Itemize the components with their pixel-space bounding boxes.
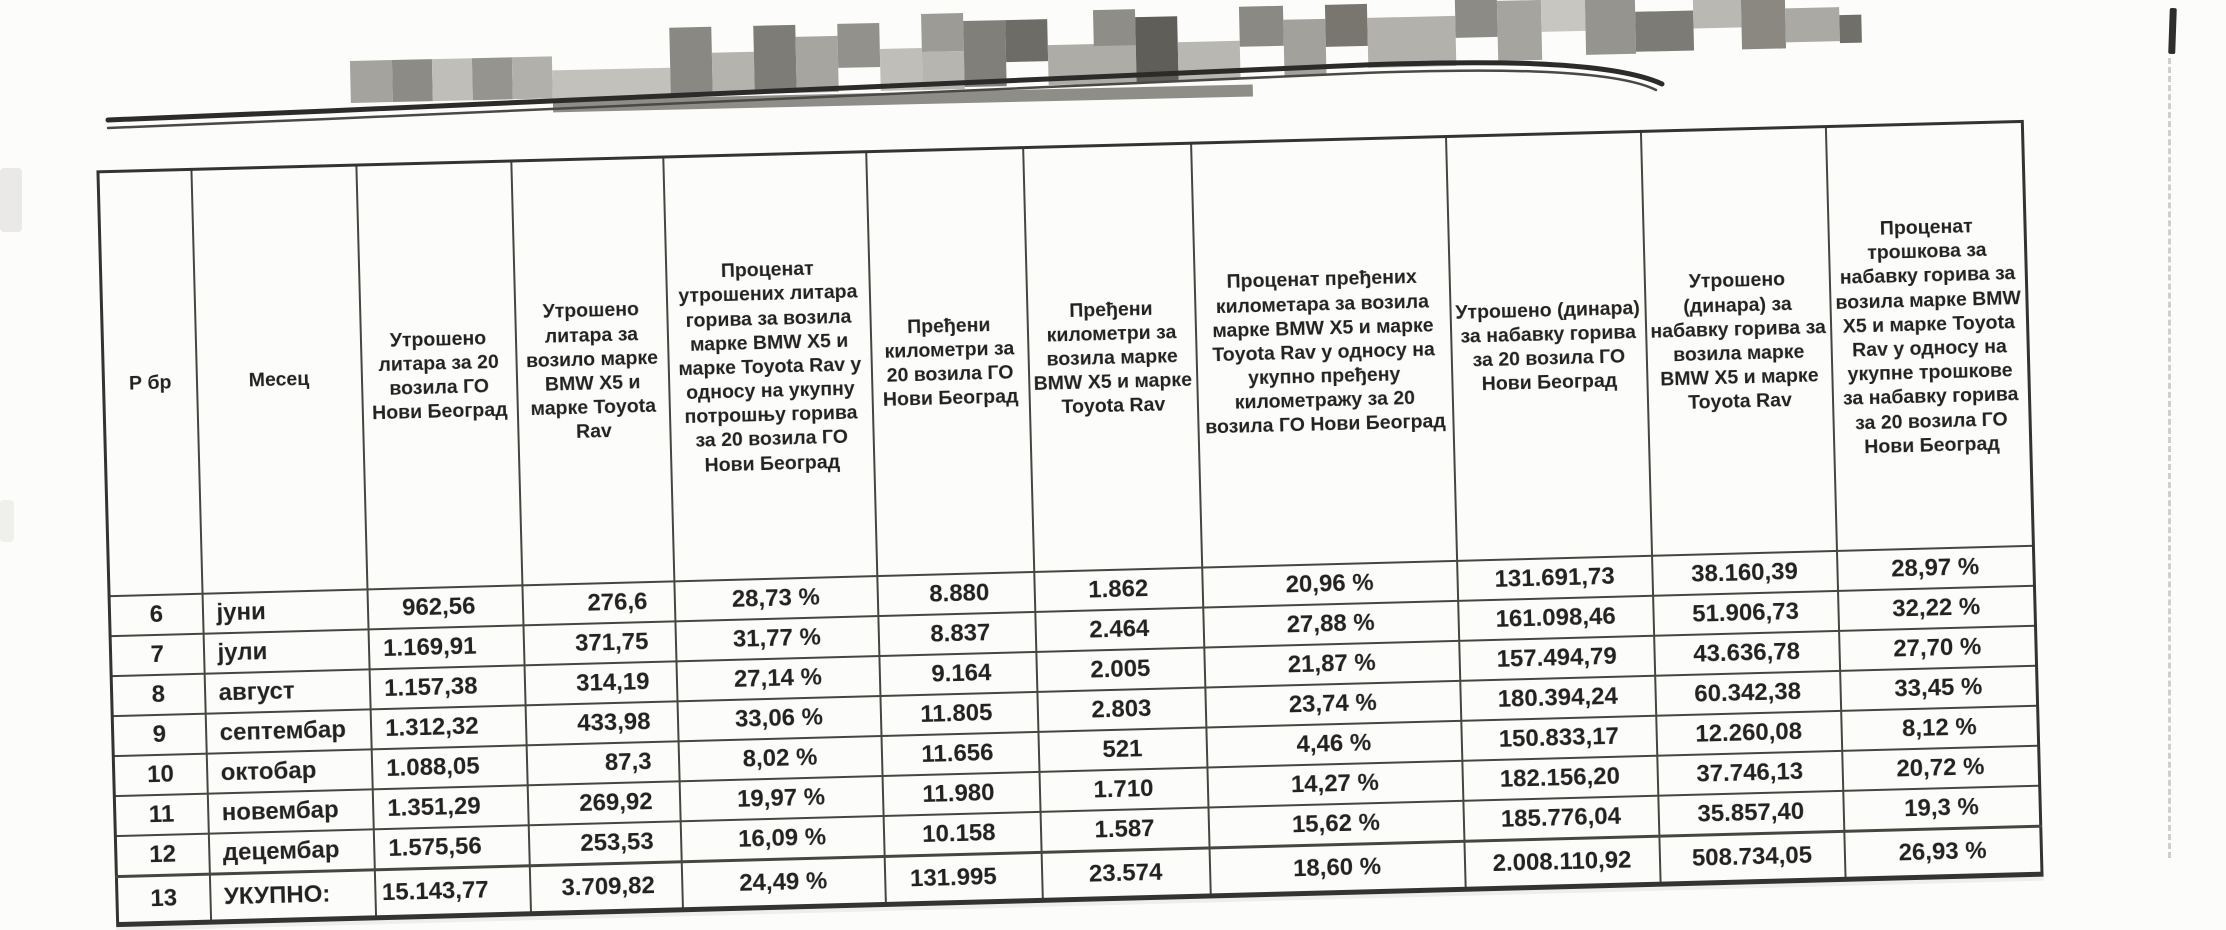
page-edge-line [2168, 58, 2171, 858]
table-cell-pctlitara: 33,06 % [677, 696, 881, 741]
table-cell-rbr: 11 [114, 794, 208, 836]
column-header-pctlitara: Проценат утрошених литара горива за возила марке BMW X5 и марке Toyota Rav у односу на укупну потрошњу горива за 20 возила ГО Нови Београд [663, 152, 877, 582]
table-cell-pctkm: 20,96 % [1202, 561, 1458, 608]
table-cell-kmbmw: 1.710 [1039, 767, 1208, 811]
table-cell-litara20: 962,56 [367, 585, 523, 629]
redaction-block [963, 20, 1006, 87]
redaction-block [712, 52, 755, 95]
table-cell-km20: 8.880 [877, 572, 1035, 616]
table-cell-litarabmw: 314,19 [524, 661, 677, 705]
table-cell-pctlitara: 8,02 % [678, 736, 882, 781]
table-cell-pctkm: 21,87 % [1204, 641, 1460, 688]
table-cell-litarabmw: 433,98 [525, 701, 678, 745]
redaction-block [837, 23, 880, 68]
table-cell-dinara20: 131.691,73 [1457, 556, 1653, 601]
table-cell-mesec: УКУПНО: [209, 870, 375, 922]
table-cell-mesec: новембар [207, 789, 373, 833]
redacted-header-text [321, 0, 1875, 126]
table-cell-mesec: септембар [205, 709, 371, 753]
column-header-dinarabmw: Утрошено (динара) за набавку горива за возила марке BMW X5 и марке Toyota Rav [1640, 127, 1836, 556]
table-cell-mesec: јуни [202, 589, 368, 633]
column-header-litarabmw: Утрошено литара за возило марке BMW X5 и марке Toyota Rav [511, 157, 674, 585]
table-cell-dinara20: 182.156,20 [1462, 756, 1658, 801]
redaction-block [1635, 10, 1694, 51]
table-cell-dinarabmw: 37.746,13 [1657, 751, 1843, 796]
table-cell-rbr: 6 [109, 594, 203, 636]
column-header-rbr: Р бр [98, 169, 202, 596]
table-cell-km20: 8.837 [878, 612, 1036, 656]
table-cell-litarabmw: 87,3 [526, 741, 679, 785]
redaction-block [1005, 19, 1048, 62]
column-header-pctkm: Проценат пређених километара за возила марке BMW X5 и марке Toyota Rav у односу на укупно пређену километражу за 20 возила ГО Нови Београд [1191, 137, 1457, 568]
fuel-consumption-table [96, 120, 2043, 927]
redaction-block [350, 60, 393, 103]
table-cell-km20: 10.158 [883, 812, 1041, 857]
redaction-block [880, 48, 923, 91]
table-cell-pctkm: 14,27 % [1207, 761, 1463, 808]
table-cell-litara20: 15.143,77 [374, 866, 530, 918]
table-cell-pctdinara: 8,12 % [1841, 706, 2039, 751]
redaction-block [1135, 16, 1178, 83]
redaction-block [1455, 0, 1498, 38]
table-cell-km20: 9.164 [879, 652, 1037, 696]
redaction-block [1693, 0, 1742, 28]
table-cell-kmbmw: 2.005 [1036, 648, 1205, 692]
redaction-block [1541, 0, 1586, 32]
table-cell-km20: 131.995 [884, 852, 1042, 904]
fuel-consumption-table-wrap [96, 120, 2043, 927]
table-cell-litara20: 1.575,56 [373, 825, 529, 870]
table-cell-kmbmw: 1.587 [1040, 807, 1209, 852]
table-cell-litarabmw: 371,75 [523, 621, 676, 665]
table-cell-dinarabmw: 43.636,78 [1654, 631, 1840, 676]
redaction-block [1093, 9, 1136, 46]
redaction-block [921, 13, 964, 52]
table-cell-dinara20: 2.008.110,92 [1464, 836, 1660, 889]
table-cell-kmbmw: 2.803 [1037, 688, 1206, 732]
redaction-block [1239, 6, 1284, 47]
redaction-block [669, 27, 713, 96]
table-cell-pctdinara: 20,72 % [1842, 746, 2040, 791]
table-cell-pctlitara: 27,14 % [676, 656, 880, 701]
table-cell-km20: 11.656 [881, 732, 1039, 776]
table-cell-pctlitara: 31,77 % [675, 616, 879, 661]
table-cell-pctlitara: 19,97 % [679, 776, 883, 821]
table-cell-pctkm: 23,74 % [1205, 681, 1461, 728]
table-cell-pctdinara: 19,3 % [1843, 786, 2041, 832]
table-header-row [98, 121, 2033, 596]
redaction-block [392, 59, 433, 102]
column-header-km20: Пређени километри за 20 возила ГО Нови Београд [866, 148, 1034, 576]
table-cell-pctdinara: 27,70 % [1839, 626, 2037, 671]
table-cell-kmbmw: 1.862 [1034, 568, 1203, 612]
table-cell-dinarabmw: 51.906,73 [1653, 591, 1839, 636]
table-cell-mesec: август [204, 669, 370, 713]
table-cell-litara20: 1.088,05 [371, 745, 527, 789]
table-cell-litara20: 1.312,32 [370, 705, 526, 749]
table-cell-rbr: 13 [116, 874, 210, 924]
table-cell-dinarabmw: 38.160,39 [1652, 551, 1838, 596]
table-cell-dinara20: 157.494,79 [1459, 636, 1655, 681]
redaction-block [1497, 0, 1542, 61]
table-cell-mesec: јули [203, 629, 369, 673]
column-header-litara20: Утрошено литара за 20 возила ГО Нови Београд [356, 161, 522, 589]
table-cell-pctkm: 27,88 % [1203, 601, 1459, 648]
table-cell-dinara20: 161.098,46 [1458, 596, 1654, 641]
table-cell-kmbmw: 521 [1038, 728, 1207, 772]
table-cell-rbr: 7 [110, 634, 204, 676]
table-cell-litara20: 1.169,91 [368, 625, 524, 669]
redaction-block [1741, 0, 1786, 49]
column-header-mesec: Месец [191, 165, 367, 594]
redaction-block [1178, 41, 1241, 80]
table-cell-rbr: 8 [111, 674, 205, 716]
redaction-block [1325, 4, 1368, 47]
table-cell-litarabmw: 269,92 [527, 781, 680, 825]
redaction-block [1839, 15, 1862, 43]
scan-smudge [0, 500, 14, 542]
table-cell-kmbmw: 23.574 [1041, 848, 1210, 900]
table-cell-dinarabmw: 60.342,38 [1655, 671, 1841, 716]
table-cell-pctkm: 18,60 % [1209, 841, 1465, 896]
table-cell-pctdinara: 26,93 % [1844, 826, 2042, 879]
column-header-kmbmw: Пређени километри за возила марке BMW X5 и марке Toyota Rav [1023, 143, 1202, 572]
redaction-block [472, 57, 513, 100]
redaction-block [1283, 19, 1326, 76]
table-cell-pctkm: 4,46 % [1206, 721, 1462, 768]
table-cell-rbr: 10 [113, 754, 207, 796]
column-header-dinara20: Утрошено (динара) за набавку горива за 20 возила ГО Нови Београд [1445, 131, 1651, 560]
redaction-block [922, 51, 965, 90]
column-header-pctdinara: Проценат трошкова за набавку горива за возила марке BMW X5 и марке Toyota Rav у односу на укупне трошкове за набавку горива за 20 возила ГО Нови Београд [1825, 121, 2033, 551]
redaction-block [552, 68, 671, 99]
table-cell-pctlitara: 28,73 % [674, 576, 878, 621]
table-cell-pctdinara: 28,97 % [1836, 546, 2034, 591]
table-cell-pctlitara: 24,49 % [681, 856, 885, 909]
table-cell-rbr: 9 [112, 714, 206, 756]
table-cell-mesec: децембар [208, 829, 374, 874]
table-cell-litarabmw: 253,53 [528, 821, 681, 865]
table-cell-dinara20: 150.833,17 [1461, 716, 1657, 761]
table-cell-dinara20: 185.776,04 [1463, 796, 1659, 842]
redaction-block [432, 58, 473, 101]
redaction-block [1048, 43, 1137, 85]
table-cell-litarabmw: 276,6 [522, 581, 675, 625]
redaction-block [512, 56, 553, 99]
redaction-block [753, 25, 797, 94]
redaction-block [1785, 7, 1840, 42]
table-cell-pctlitara: 16,09 % [680, 816, 884, 862]
redaction-block [1367, 16, 1456, 68]
table-cell-dinara20: 180.394,24 [1460, 676, 1656, 721]
page-edge-mark [2168, 8, 2177, 54]
table-cell-litara20: 1.351,29 [372, 785, 528, 829]
table-cell-dinarabmw: 508.734,05 [1659, 831, 1845, 884]
redaction-block [796, 36, 839, 93]
table-cell-litarabmw: 3.709,82 [529, 862, 682, 914]
table-cell-litara20: 1.157,38 [369, 665, 525, 709]
table-cell-kmbmw: 2.464 [1035, 608, 1204, 652]
table-cell-dinarabmw: 12.260,08 [1656, 711, 1842, 756]
table-cell-pctkm: 15,62 % [1208, 801, 1464, 848]
table-cell-pctdinara: 33,45 % [1840, 666, 2038, 711]
table-cell-rbr: 12 [115, 834, 209, 877]
scan-smudge [0, 168, 22, 232]
table-cell-pctdinara: 32,22 % [1838, 586, 2036, 631]
table-cell-dinarabmw: 35.857,40 [1658, 791, 1844, 836]
table-cell-km20: 11.805 [880, 692, 1038, 736]
table-cell-km20: 11.980 [882, 772, 1040, 816]
redaction-block [1585, 0, 1636, 55]
table-cell-mesec: октобар [206, 749, 372, 793]
